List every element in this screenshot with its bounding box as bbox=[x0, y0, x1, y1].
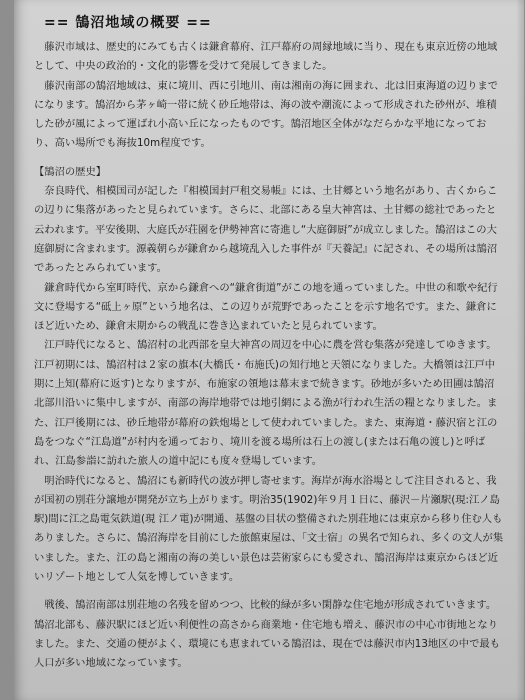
history-paragraph-meiji: 明治時代になると、鵠沼にも新時代の波が押し寄せます。海岸が海水浴場として注目されると、我が国初の別荘分譲地が開発が立ち上がります。明治35(1902)年９月１日に、藤沢－片瀬駅(現:江ノ島駅)間に江之島電気鉄道(現 江ノ電)が開通、基盤の目状の整備された別荘地には東京から移り住む人もありました。さらに、鵠沼海岸を目前にした旅館東屋は、「文士宿」の異名で知られ、多くの文人が集いました。また、江の島と湘南の海の美しい景色は芸術家らにも愛され、鵠沼海岸は東京からほど近いリゾート地として人気を博していきます。 bbox=[34, 474, 504, 584]
document-page bbox=[14, 0, 524, 700]
document-body bbox=[34, 38, 504, 674]
history-heading: 【鵠沼の歴史】 bbox=[34, 165, 107, 178]
section-spacer bbox=[34, 154, 504, 163]
history-paragraph-nara: 奈良時代、相模国司が記した『相模国封戸租交易帳』には、土甘郷という地名があり、古くからこの辺りに集落があったと見られています。さらに、北部にある皇大神宮は、土甘郷の総社であったと云われます。平安後期、大庭氏が荘園を伊勢神宮に寄進し“大庭御厨”が成立しました。鵠沼はこの大庭御厨に含まれます。源義朝らが鎌倉から越境乱入した事件が『天養記』に記され、その場所は鵠沼であったとみられています。 bbox=[34, 185, 498, 275]
page-edge-shadow bbox=[516, 0, 524, 700]
history-paragraph-kamakura: 鎌倉時代から室町時代、京から鎌倉への“鎌倉街道”がこの地を通っていました。中世の和歌や紀行文に登場する“砥上ヶ原”という地名は、この辺りが荒野であったことを示す地名です。また、鎌倉にほど近いため、鎌倉末期からの戦乱に巻き込まれていたと見られています。 bbox=[34, 281, 498, 333]
page-title: == 鵠沼地域の概要 == bbox=[44, 15, 212, 31]
history-paragraph-edo: 江戸時代になると、鵠沼村の北西部を皇大神宮の周辺を中心に農を営む集落が発達してゆきます。江戸初期には、鵠沼村は２家の旗本(大橋氏・布施氏)の知行地と天領になりました。大橋領は江戸中期に上知(幕府に返す)となりますが、布施家の領地は幕末まで続きます。砂地が多いため田圃は鵠沼北部川沿いに集中しますが、南部の海岸地帯では地引網による漁が行われ生活の糧となりました。また、江戸後期には、砂丘地帯が幕府の鉄炮場として使われていました。また、東海道・藤沢宿と江の島をつなぐ“江島道”が村内を通っており、境川を渡る場所は石上の渡し(または石亀の渡し)と呼ばれ、江島参詣に訪れた旅人の道中記にも度々登場しています。 bbox=[34, 339, 498, 468]
section-spacer bbox=[34, 587, 504, 596]
history-paragraph-postwar: 戦後、鵠沼南部は別荘地の名残を留めつつ、比較的緑が多い閑静な住宅地が形成されていきます。鵠沼北部も、藤沢駅にほど近い利便性の高さから商業地・住宅地も増え、藤沢市の中心市街地となりました。また、交通の便がよく、環境にも恵まれている鵠沼は、現在では藤沢市内13地区の中で最も人口が多い地域になっています。 bbox=[34, 599, 500, 670]
intro-paragraph-1: 藤沢市域は、歴史的にみても古くは鎌倉幕府、江戸幕府の周縁地域に当り、現在も東京近傍の地域として、中央の政治的・文化的影響を受けて発展してきました。 bbox=[34, 41, 498, 73]
intro-paragraph-2: 藤沢南部の鵠沼地域は、東に境川、西に引地川、南は湘南の海に囲まれ、北は旧東海道の辺りまでになります。鵠沼から茅ヶ崎一帯に続く砂丘地帯は、海の波や潮流によって形成された砂州が、堆積した砂が風によって運ばれ小高い丘になったものです。鵠沼地区全体がなだらかな平地になっており、高い場所でも海抜10m程度です。 bbox=[34, 79, 498, 150]
